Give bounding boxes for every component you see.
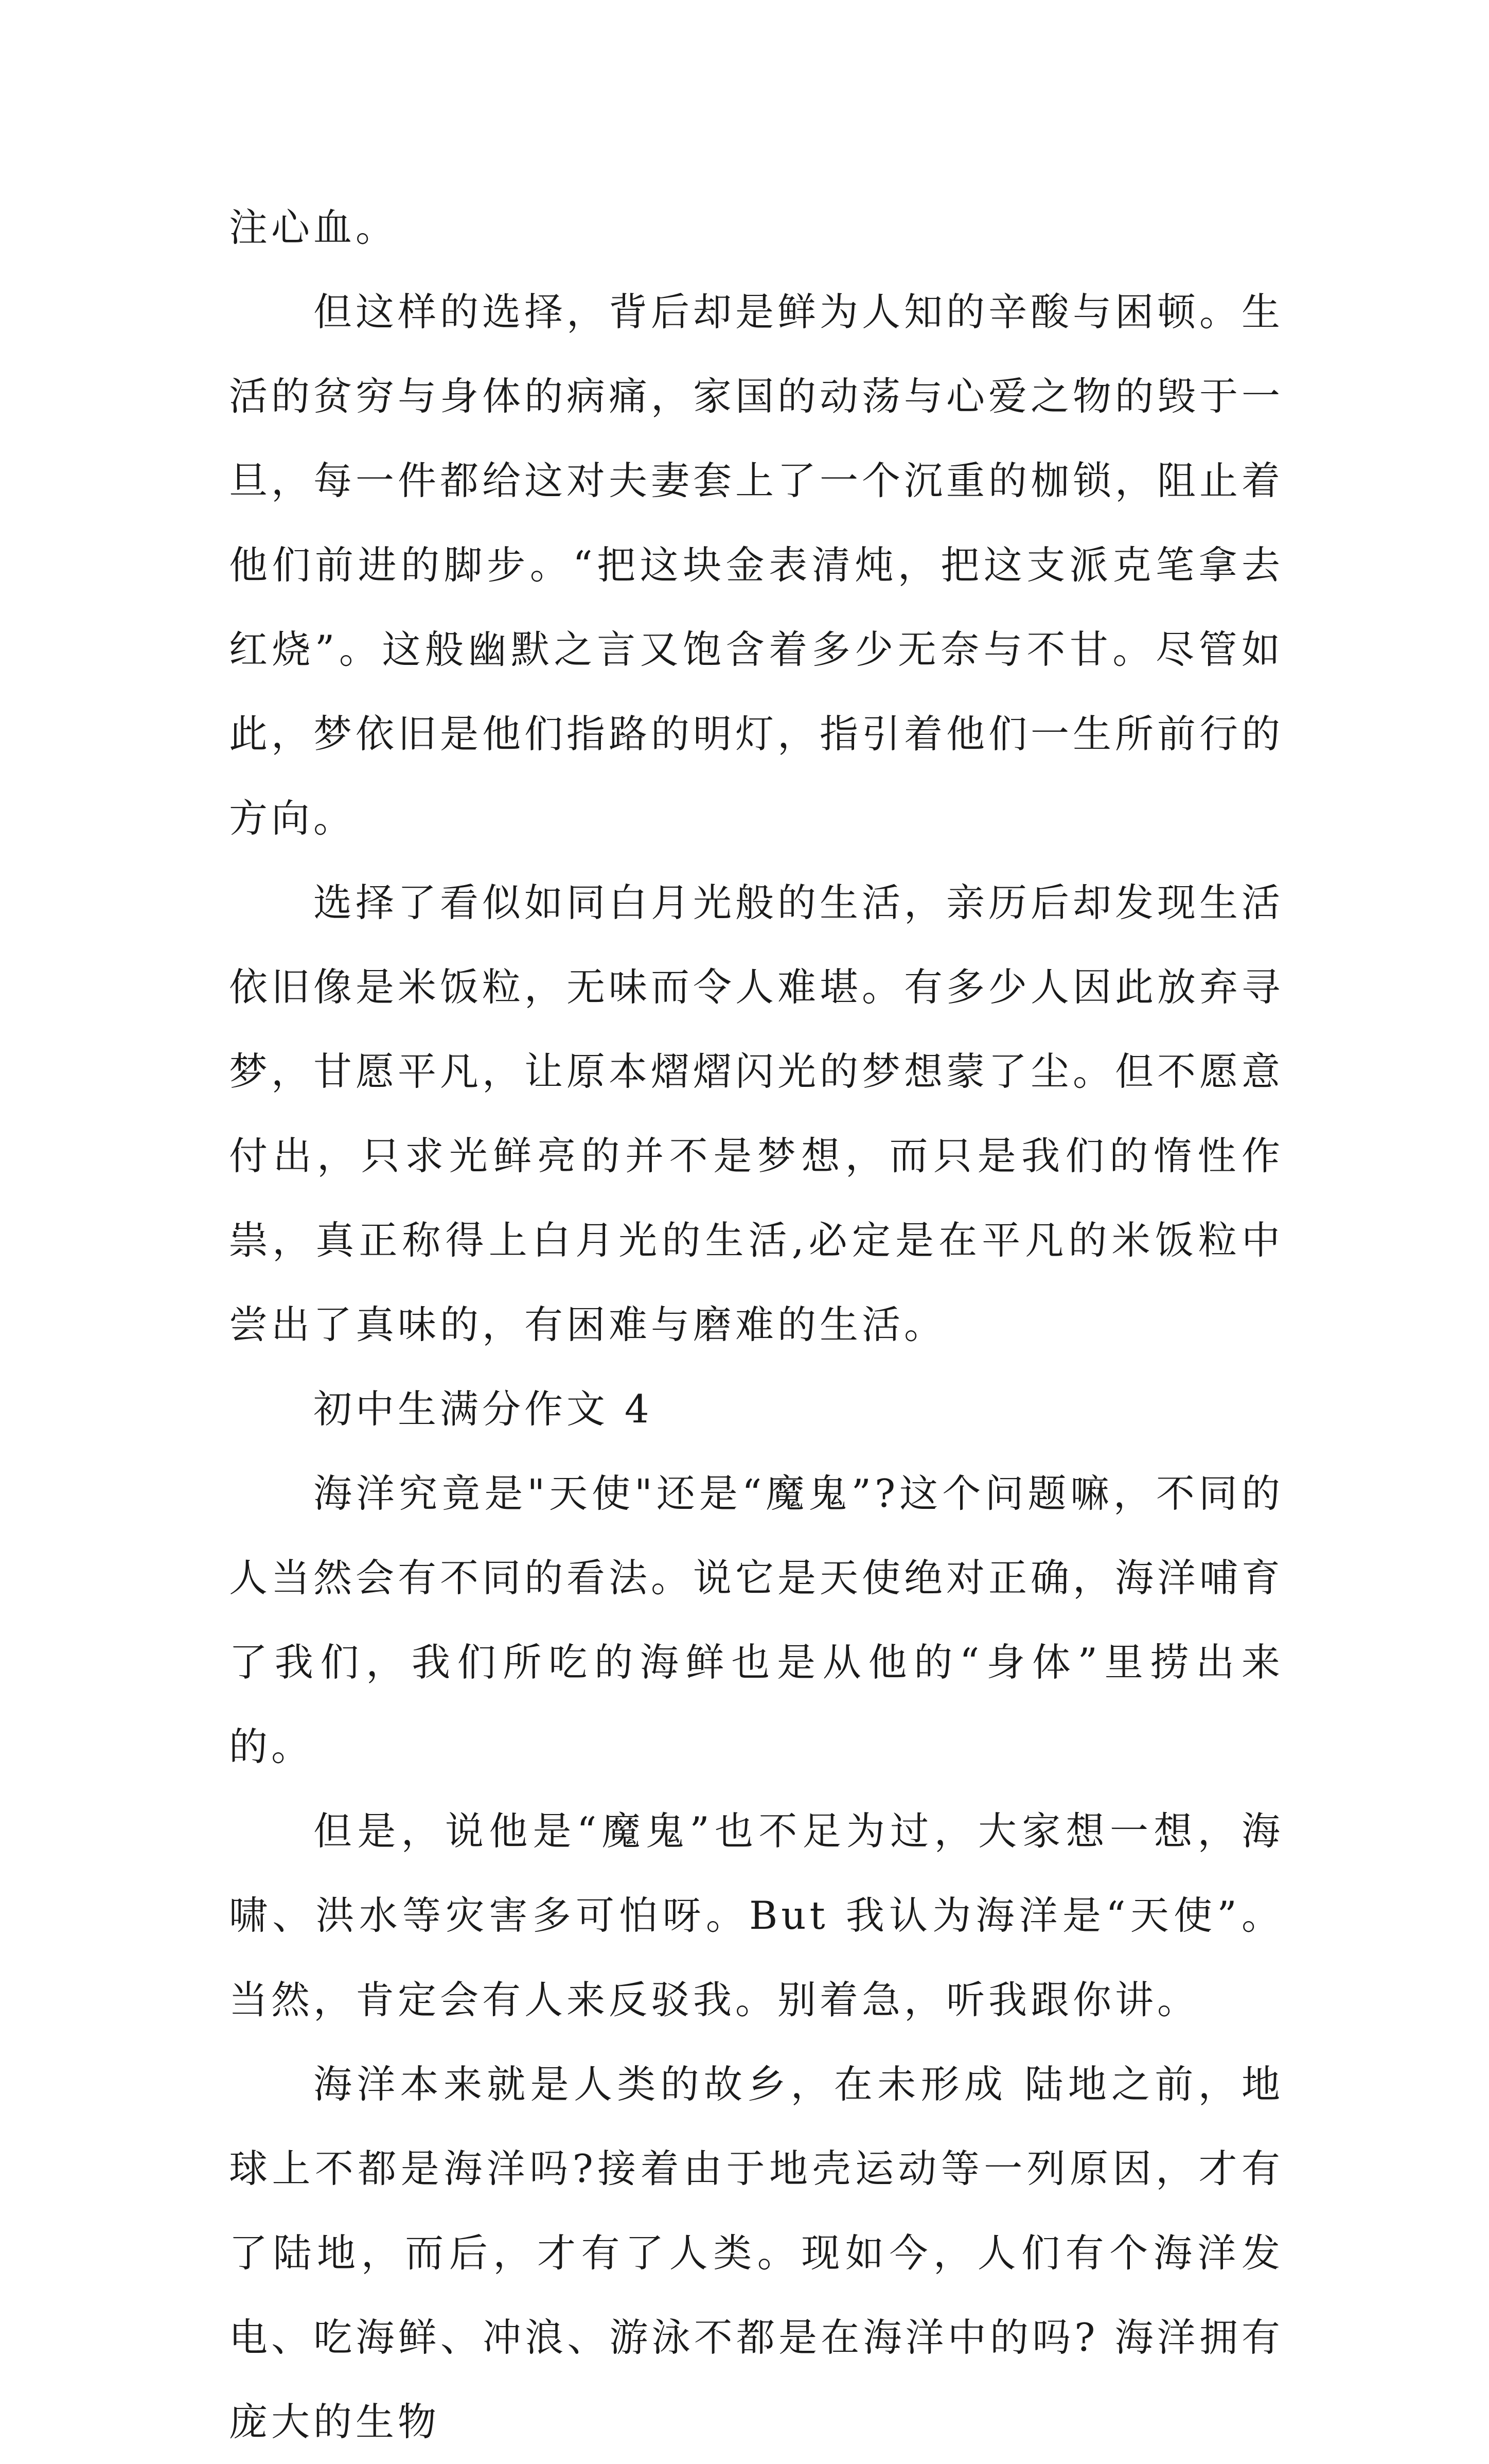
paragraph-4: 海洋究竟是"天使"还是“魔鬼”?这个问题嘛，不同的人当然会有不同的看法。说它是天使绝对正确，海洋哺育了我们，我们所吃的海鲜也是从他的“身体”里捞出来的。 [229,1471,1284,1769]
paragraph-3: 选择了看似如同白月光般的生活，亲历后却发现生活依旧像是米饭粒，无味而令人难堪。有多少人因此放弃寻梦，甘愿平凡，让原本熠熠闪光的梦想蒙了尘。但不愿意付出，只求光鲜亮的并不是梦想，而只是我们的惰性作祟，真正称得上白月光的生活,必定是在平凡的米饭粒中尝出了真味的，有困难与磨难的生活。 [229,880,1284,1347]
paragraph-5: 但是，说他是“魔鬼”也不足为过，大家想一想，海啸、洪水等灾害多可怕呀。But 我认为海洋是“天使”。当然，肯定会有人来反驳我。别着急，听我跟你讲。 [229,1808,1284,2022]
document-body [229,185,1284,2464]
paragraph-2: 但这样的选择，背后却是鲜为人知的辛酸与困顿。生活的贫穷与身体的病痛，家国的动荡与心爱之物的毁于一旦，每一件都给这对夫妻套上了一个沉重的枷锁，阻止着他们前进的脚步。“把这块金表清炖，把这支派克笔拿去红烧”。这般幽默之言又饱含着多少无奈与不甘。尽管如此，梦依旧是他们指路的明灯，指引着他们一生所前行的方向。 [229,289,1284,841]
paragraph-1: 注心血。 [229,205,398,250]
section-heading: 初中生满分作文 4 [313,1386,653,1432]
paragraph-6: 海洋本来就是人类的故乡，在未形成 陆地之前，地球上不都是海洋吗?接着由于地壳运动等一列原因，才有了陆地，而后，才有了人类。现如今，人们有个海洋发电、吃海鲜、冲浪、游泳不都是在海洋中的吗? 海洋拥有庞大的生物 [229,2062,1284,2444]
